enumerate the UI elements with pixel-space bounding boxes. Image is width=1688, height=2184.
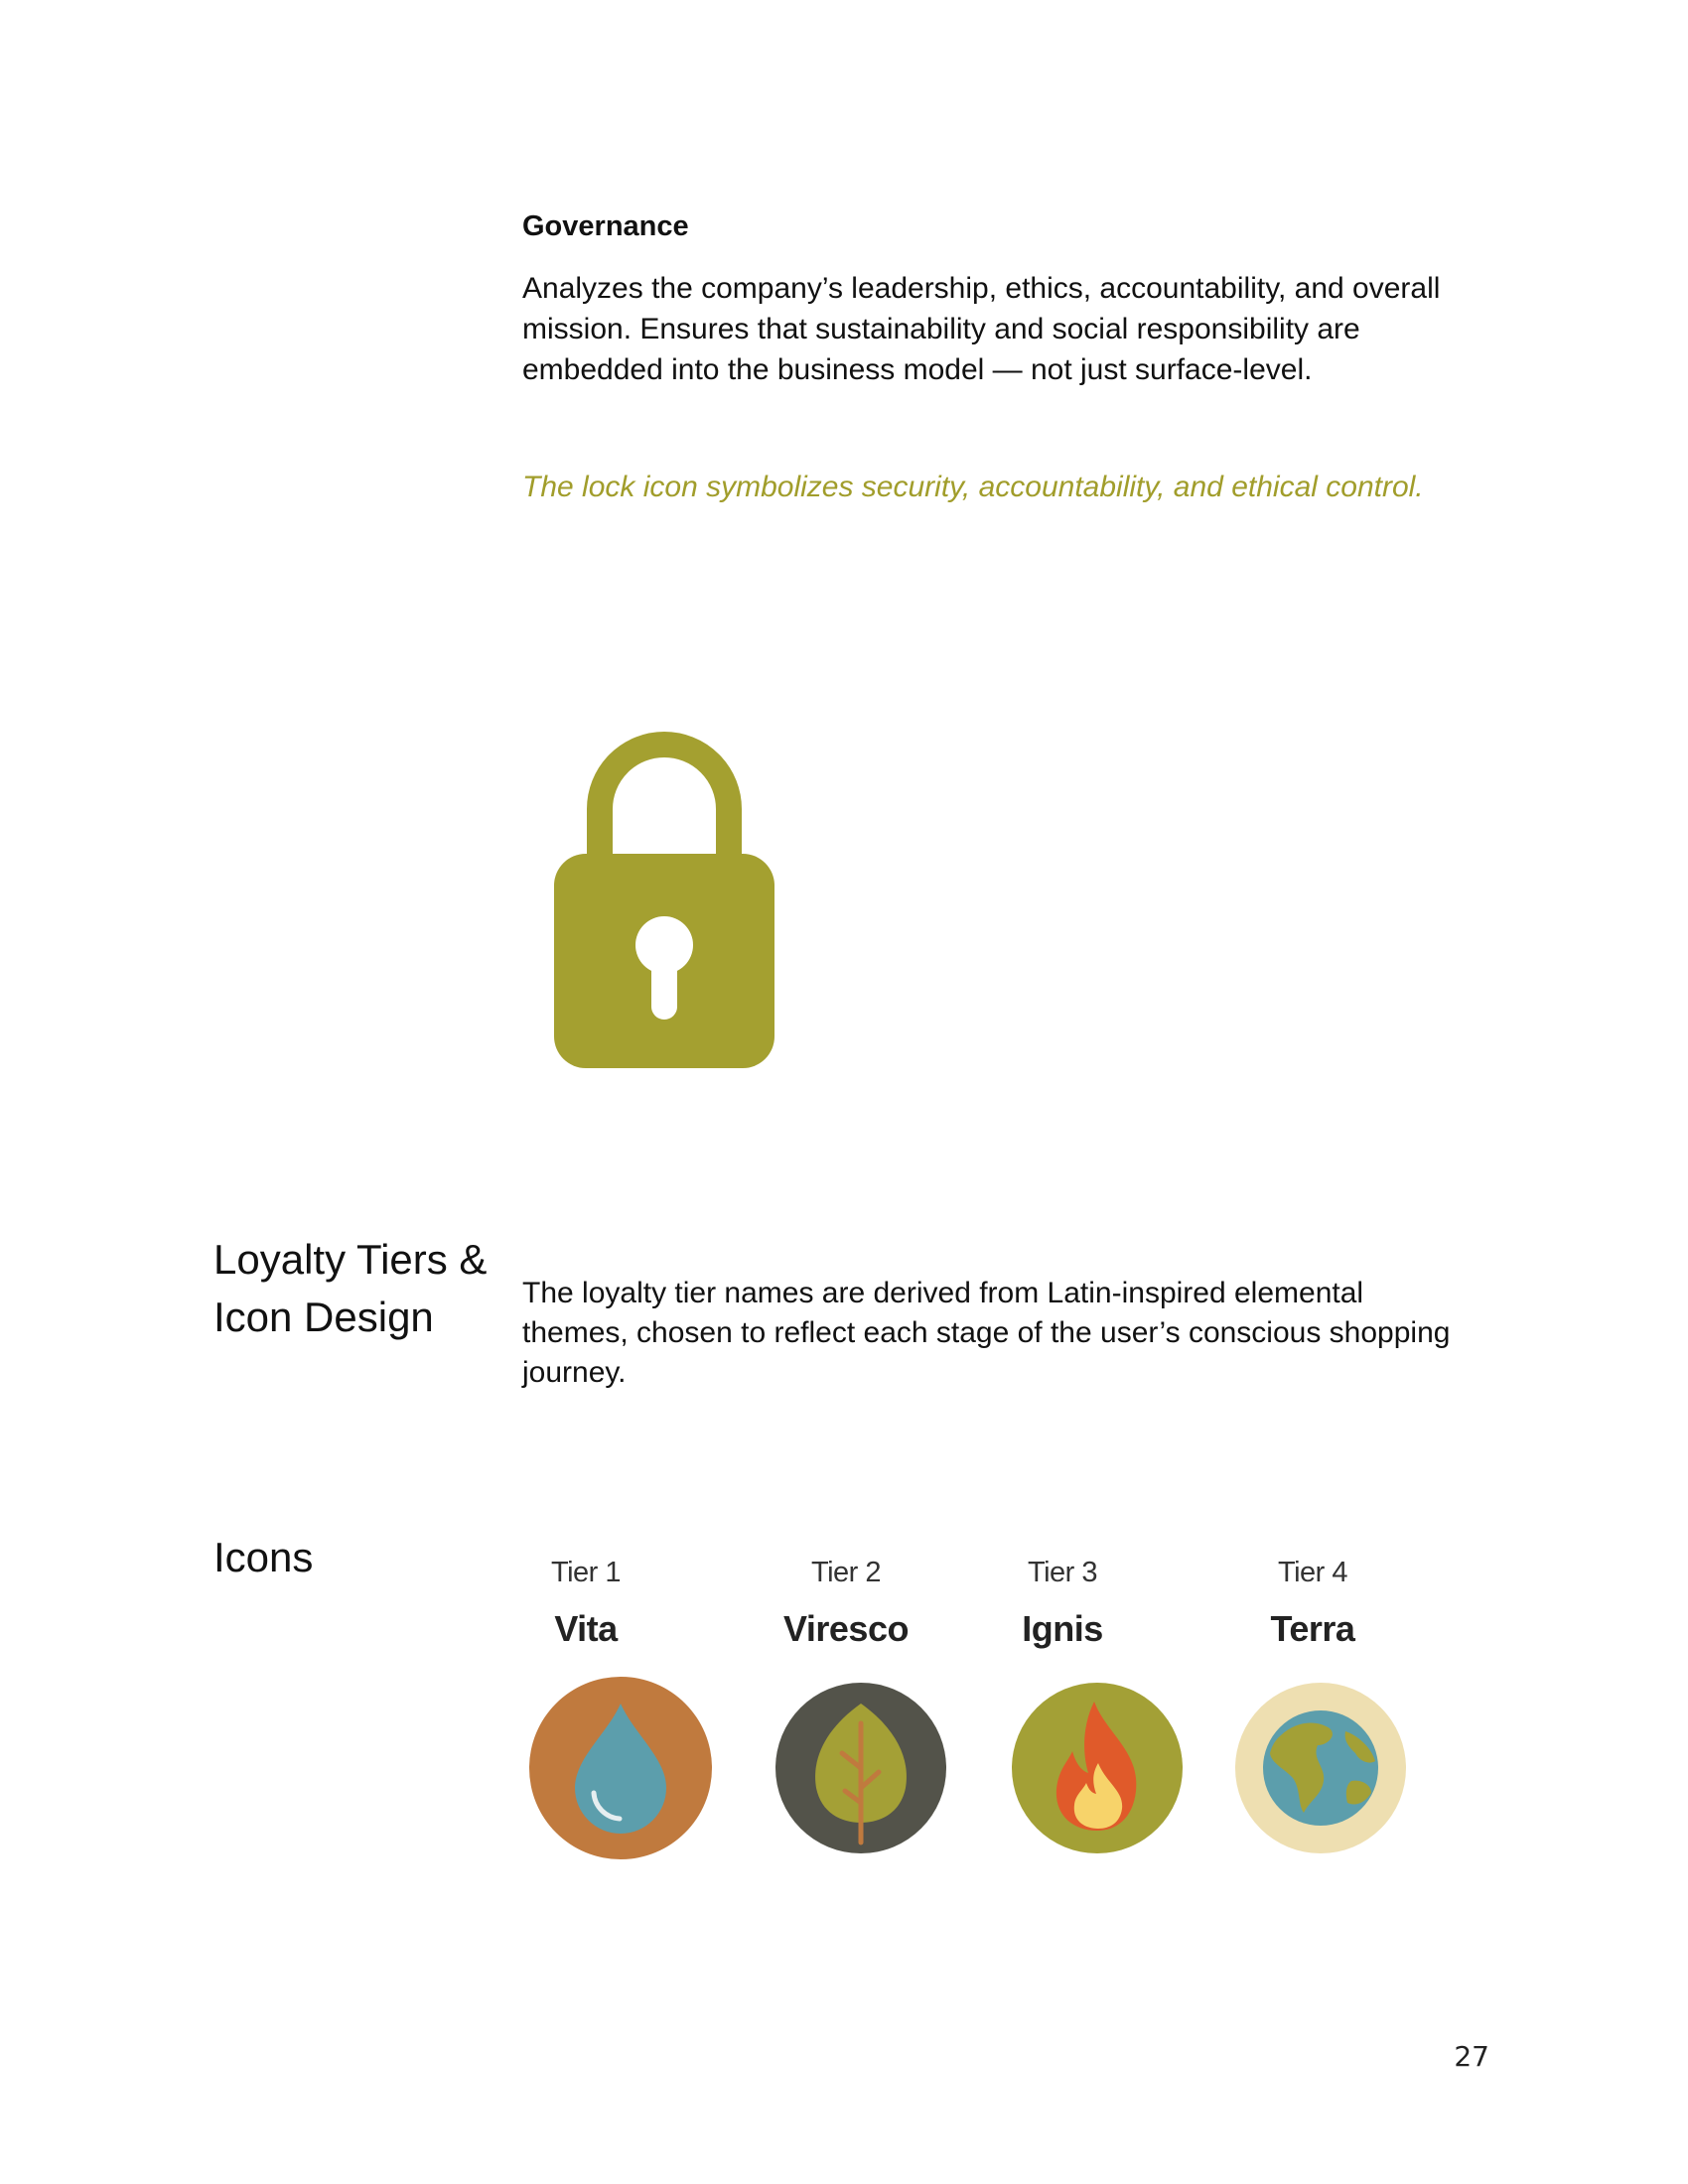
lock-icon [550, 725, 778, 1087]
tier-name: Viresco [783, 1608, 909, 1649]
tier-label: Tier 2 [810, 1557, 882, 1588]
page-number: 27 [1454, 2040, 1489, 2073]
tier-card-terra [1203, 1557, 1422, 1874]
tier-label: Tier 4 [1277, 1557, 1348, 1588]
governance-body: Analyzes the company’s leadership, ethics, accountability, and overall mission. Ensures that sustainability and social responsibility are embedded into the business model — not just surface-level. [522, 272, 1441, 386]
tier-card-vita [477, 1557, 695, 1874]
tier-name: Ignis [1022, 1608, 1103, 1649]
governance-caption: The lock icon symbolizes security, accountability, and ethical control. [522, 471, 1424, 503]
flame-icon [953, 1674, 1172, 1867]
tier-name: Vita [554, 1608, 618, 1649]
tier-label: Tier 1 [550, 1557, 622, 1588]
loyalty-section-title: Loyalty Tiers & Icon Design [213, 1236, 488, 1340]
tier-name: Terra [1270, 1608, 1355, 1649]
icons-section-title: Icons [213, 1534, 314, 1580]
tier-label: Tier 3 [1027, 1557, 1098, 1588]
earth-globe-icon [1203, 1674, 1422, 1867]
leaf-icon [737, 1674, 955, 1867]
governance-heading: Governance [522, 210, 689, 242]
water-drop-icon [477, 1674, 695, 1867]
tier-card-ignis [953, 1557, 1172, 1874]
tier-card-viresco [737, 1557, 955, 1874]
loyalty-body: The loyalty tier names are derived from Latin-inspired elemental themes, chosen to reflect each stage of the user’s conscious shopping journey. [522, 1277, 1451, 1389]
